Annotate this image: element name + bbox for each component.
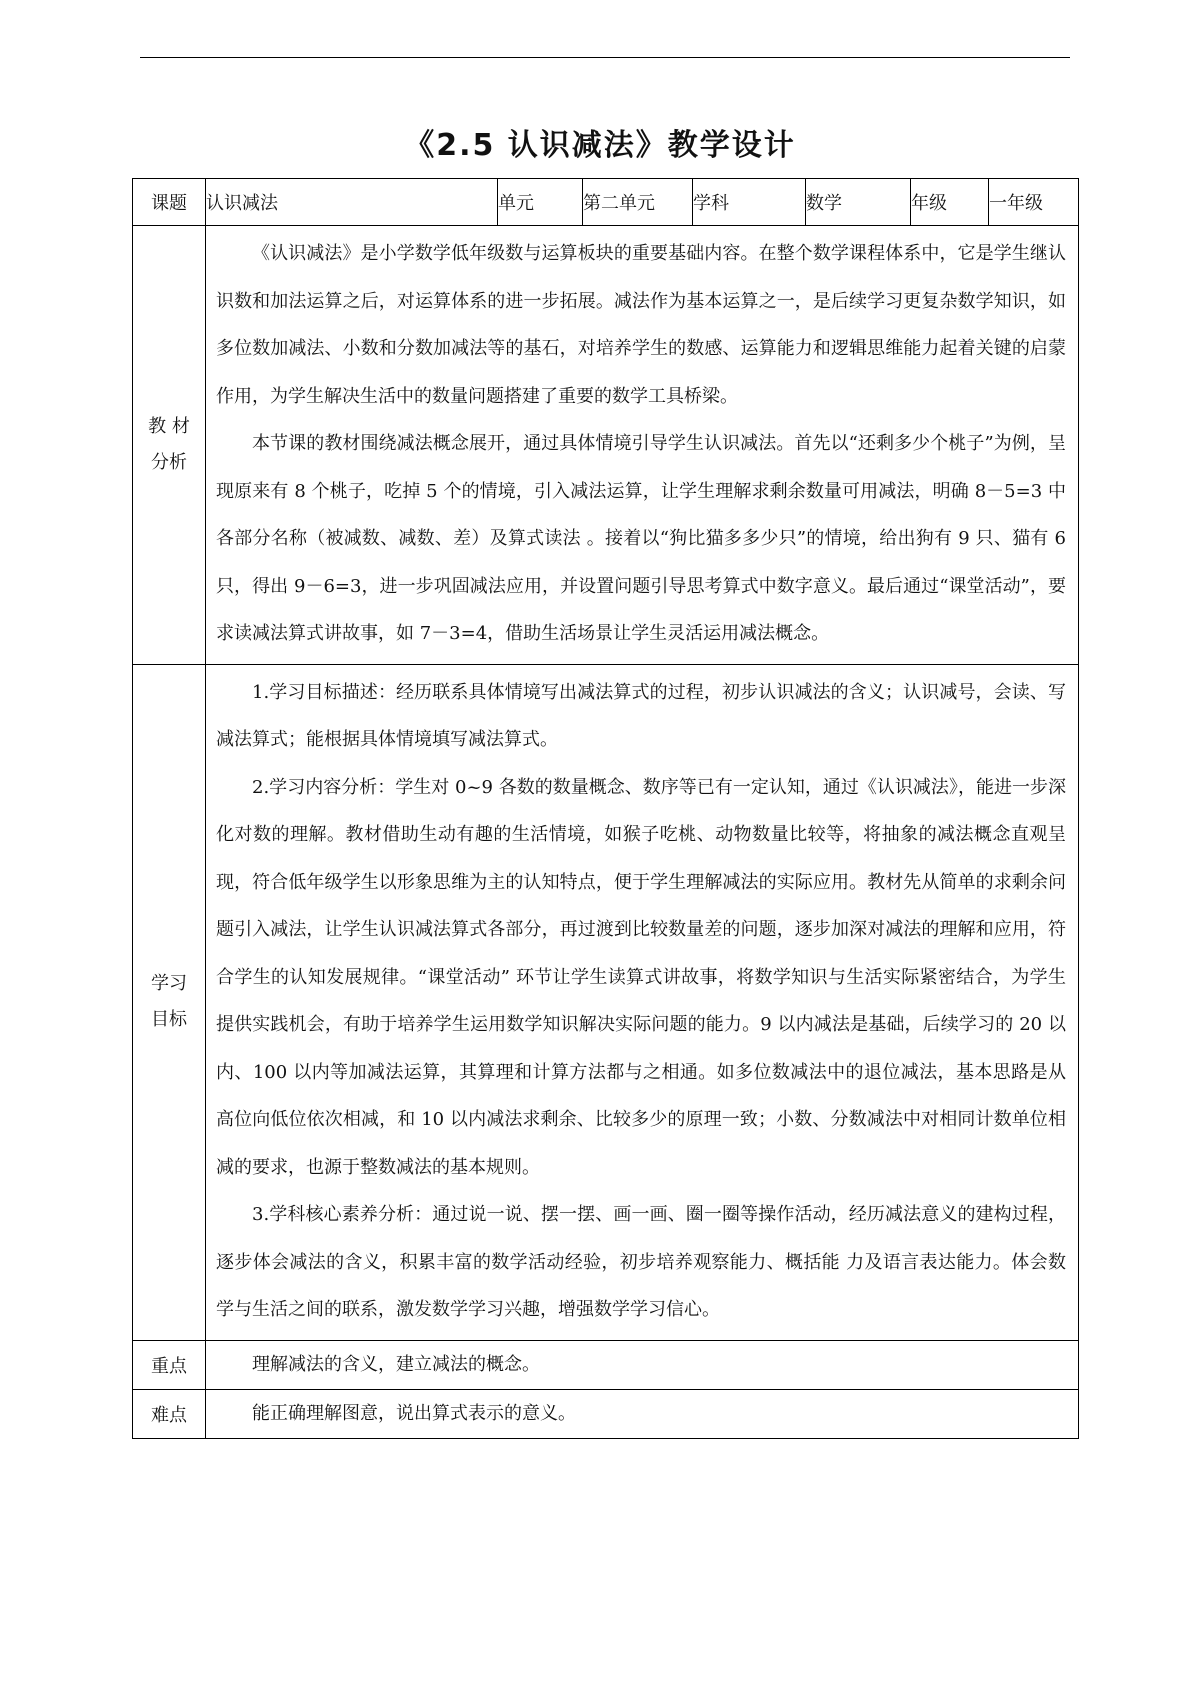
learning-goals-label bbox=[133, 664, 206, 1340]
key-point-row bbox=[133, 1340, 1079, 1389]
key-point-content bbox=[206, 1340, 1079, 1389]
lesson-plan-table bbox=[132, 178, 1079, 1439]
topic-label: 课题 bbox=[133, 179, 206, 226]
subject-value: 数学 bbox=[806, 179, 911, 226]
info-row bbox=[133, 179, 1079, 226]
difficulty-row bbox=[133, 1389, 1079, 1438]
textbook-analysis-paragraph-2: 本节课的教材围绕减法概念展开，通过具体情境引导学生认识减法。首先以“还剩多少个桃子”为例，呈现原来有 8 个桃子，吃掉 5 个的情境，引入减法运算，让学生理解求剩余数量可用减法，明确 8－5=3 中各部分名称（被减数、减数、差）及算式读法 。接着以“狗比猫多多少只”的情境，给出狗有 9 只、猫有 6 只，得出 9－6=3，进一步巩固减法应用，并设置问题引导思考算式中数字意义。最后通过“课堂活动”，要求读减法算式讲故事，如 7－3=4，借助生活场景让学生灵活运用减法概念。 bbox=[216, 433, 1066, 644]
grade-value: 一年级 bbox=[989, 179, 1079, 226]
page-title: 《2.5 认识减法》教学设计 bbox=[404, 128, 796, 163]
learning-goals-paragraph-1: 1.学习目标描述：经历联系具体情境写出减法算式的过程，初步认识减法的含义；认识减号，会读、写减法算式；能根据具体情境填写减法算式。 bbox=[216, 681, 1066, 750]
learning-goals-label-line1: 学习 bbox=[151, 973, 187, 994]
textbook-analysis-label-line2: 分析 bbox=[151, 451, 187, 473]
difficulty-content bbox=[206, 1389, 1079, 1438]
topic-value: 认识减法 bbox=[206, 179, 498, 226]
unit-label: 单元 bbox=[498, 179, 583, 226]
learning-goals-content bbox=[206, 664, 1079, 1340]
textbook-analysis-label-line1: 教 材 bbox=[148, 415, 190, 437]
difficulty-label: 难点 bbox=[133, 1389, 206, 1438]
learning-goals-label-line2: 目标 bbox=[151, 1009, 187, 1030]
key-point-label: 重点 bbox=[133, 1340, 206, 1389]
subject-label: 学科 bbox=[693, 179, 806, 226]
textbook-analysis-row bbox=[133, 226, 1079, 665]
header-rule bbox=[140, 57, 1070, 58]
textbook-analysis-content bbox=[206, 226, 1079, 665]
grade-label: 年级 bbox=[911, 179, 989, 226]
learning-goals-row bbox=[133, 664, 1079, 1340]
unit-value: 第二单元 bbox=[583, 179, 693, 226]
textbook-analysis-label bbox=[133, 226, 206, 665]
learning-goals-paragraph-3: 3.学科核心素养分析：通过说一说、摆一摆、画一画、圈一圈等操作活动，经历减法意义的建构过程，逐步体会减法的含义，积累丰富的数学活动经验，初步培养观察能力、概括能 力及语言表达能力。体会数学与生活之间的联系，激发数学学习兴趣，增强数学学习信心。 bbox=[216, 1204, 1066, 1320]
difficulty-text: 能正确理解图意，说出算式表示的意义。 bbox=[252, 1402, 576, 1424]
key-point-text: 理解减法的含义，建立减法的概念。 bbox=[252, 1353, 540, 1375]
textbook-analysis-paragraph-1: 《认识减法》是小学数学低年级数与运算板块的重要基础内容。在整个数学课程体系中，它是学生继认识数和加法运算之后，对运算体系的进一步拓展。减法作为基本运算之一，是后续学习更复杂数学知识，如多位数加减法、小数和分数加减法等的基石，对培养学生的数感、运算能力和逻辑思维能力起着关键的启蒙作用，为学生解决生活中的数量问题搭建了重要的数学工具桥梁。 bbox=[216, 243, 1066, 407]
learning-goals-paragraph-2: 2.学习内容分析：学生对 0~9 各数的数量概念、数序等已有一定认知，通过《认识减法》，能进一步深化对数的理解。教材借助生动有趣的生活情境，如猴子吃桃、动物数量比较等，将抽象的减法概念直观呈现，符合低年级学生以形象思维为主的认知特点，便于学生理解减法的实际应用。教材先从简单的求剩余问题引入减法，让学生认识减法算式各部分，再过渡到比较数量差的问题，逐步加深对减法的理解和应用，符合学生的认知发展规律。“课堂活动” 环节让学生读算式讲故事，将数学知识与生活实际紧密结合，为学生提供实践机会，有助于培养学生运用数学知识解决实际问题的能力。9 以内减法是基础，后续学习的 20 以内、100 以内等加减法运算，其算理和计算方法都与之相通。如多位数减法中的退位减法，基本思路是从高位向低位依次相减，和 10 以内减法求剩余、比较多少的原理一致；小数、分数减法中对相同计数单位相减的要求，也源于整数减法的基本规则。 bbox=[216, 776, 1066, 1178]
